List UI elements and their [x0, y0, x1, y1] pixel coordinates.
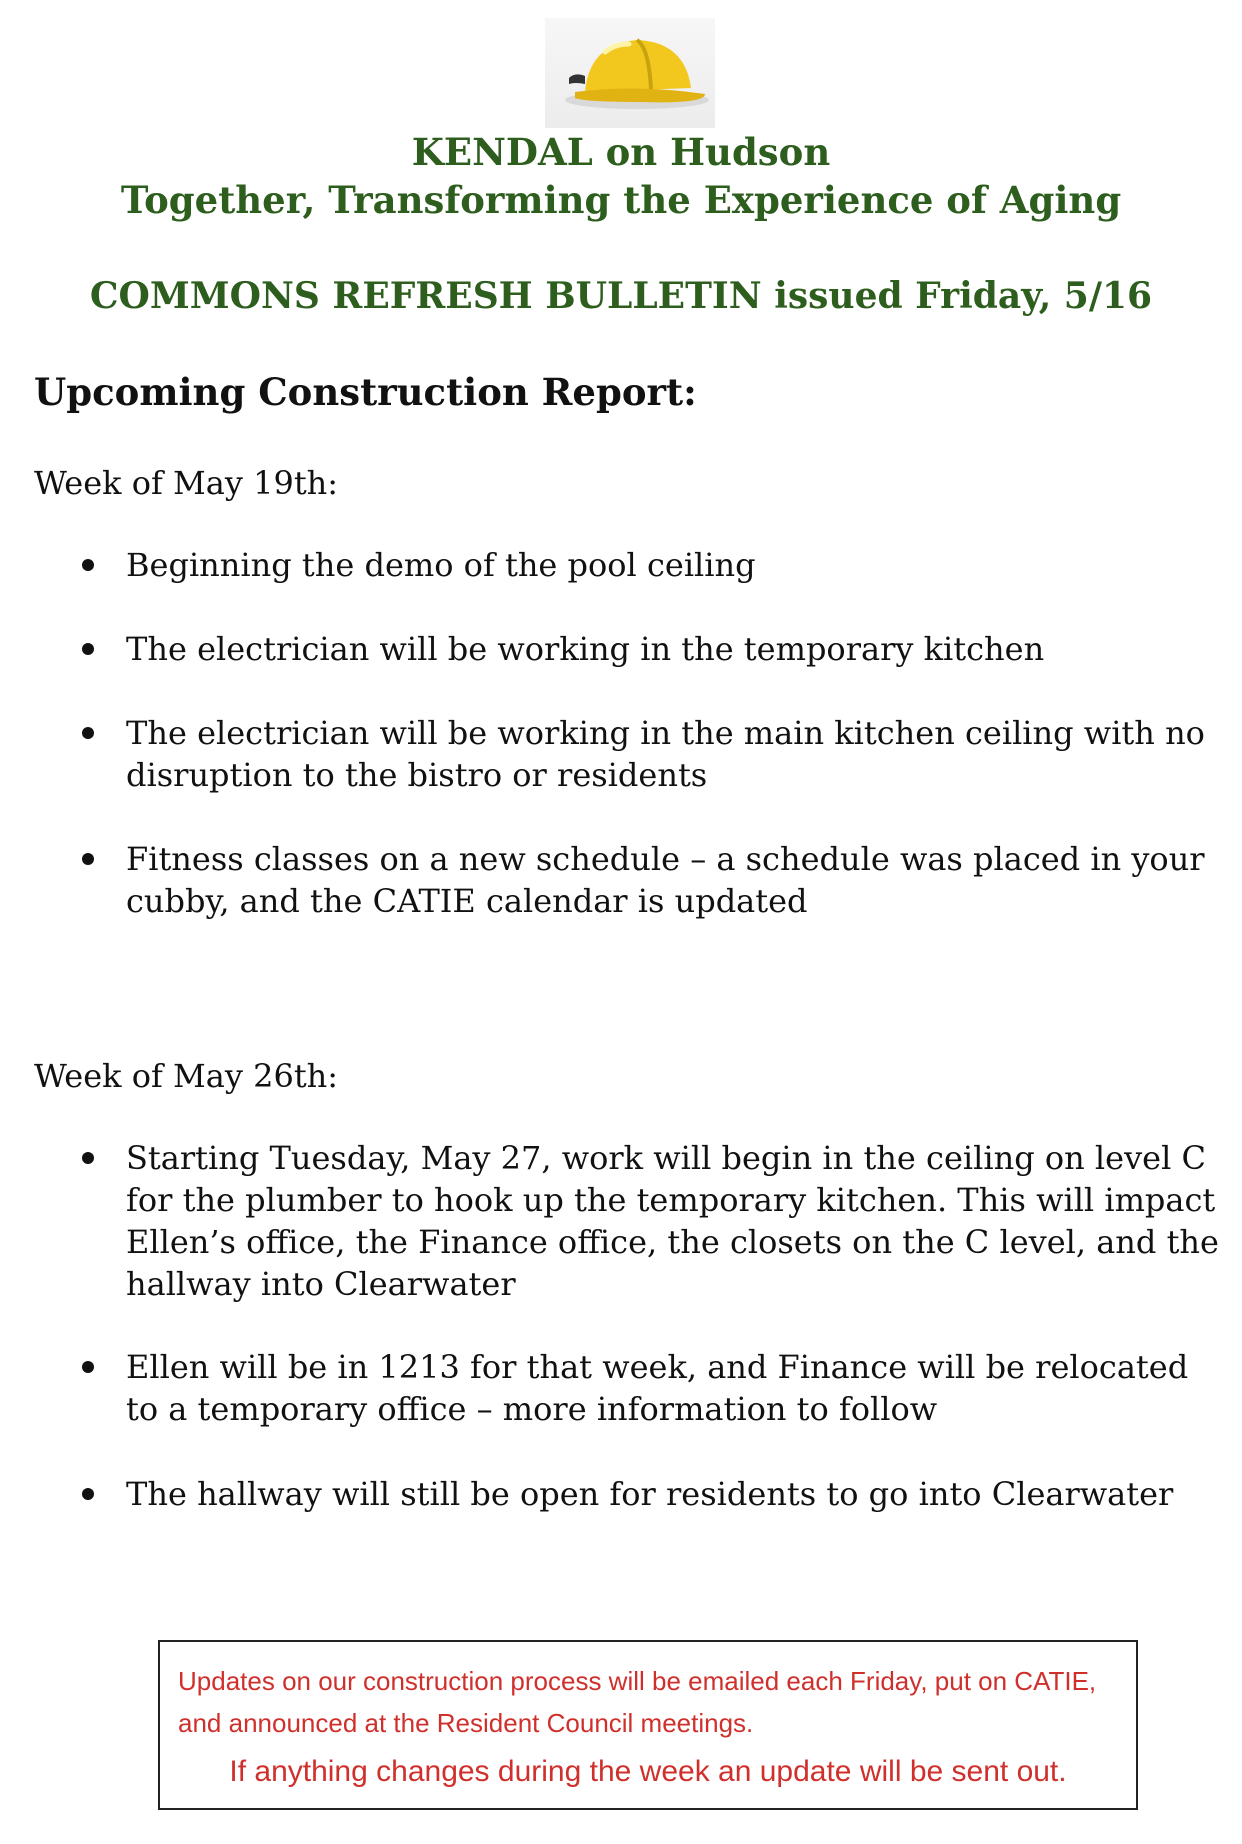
list-item: Starting Tuesday, May 27, work will begin in the ceiling on level C for the plumber to hook up the temporary kitchen. This will impact Ellen’s office, the Finance office, the closets on the C level, and the hallway into Clearwater — [126, 1137, 1221, 1305]
bullet-icon — [82, 853, 94, 865]
list-item: Fitness classes on a new schedule – a schedule was placed in your cubby, and the CATIE calendar is updated — [126, 838, 1221, 922]
list-item: The hallway will still be open for residents to go into Clearwater — [126, 1473, 1221, 1515]
notice-box — [158, 1640, 1138, 1810]
notice-text: Updates on our construction process will be emailed each Friday, put on CATIE, and announced at the Resident Council meetings. — [178, 1666, 1097, 1738]
tagline: Together, Transforming the Experience of Aging — [120, 178, 1122, 222]
bullet-icon — [82, 1361, 94, 1373]
list-item: The electrician will be working in the temporary kitchen — [126, 628, 1221, 670]
bulletin-title: COMMONS REFRESH BULLETIN issued Friday, 5/16 — [89, 275, 1153, 317]
bullet-icon — [82, 643, 94, 655]
hard-hat-icon — [545, 18, 715, 128]
list-item: Beginning the demo of the pool ceiling — [126, 544, 1221, 586]
week-heading: Week of May 26th: — [34, 1057, 339, 1095]
org-name: KENDAL on Hudson — [411, 130, 831, 174]
bullet-icon — [82, 1152, 94, 1164]
bullet-icon — [82, 559, 94, 571]
bullet-icon — [82, 727, 94, 739]
report-title: Upcoming Construction Report: — [34, 370, 697, 414]
notice-emphasis: If anything changes during the week an update will be sent out. — [229, 1755, 1067, 1788]
list-item: The electrician will be working in the main kitchen ceiling with no disruption to the bistro or residents — [126, 712, 1221, 796]
bullet-icon — [82, 1488, 94, 1500]
week-heading: Week of May 19th: — [34, 464, 339, 502]
list-item: Ellen will be in 1213 for that week, and Finance will be relocated to a temporary office – more information to follow — [126, 1346, 1221, 1430]
